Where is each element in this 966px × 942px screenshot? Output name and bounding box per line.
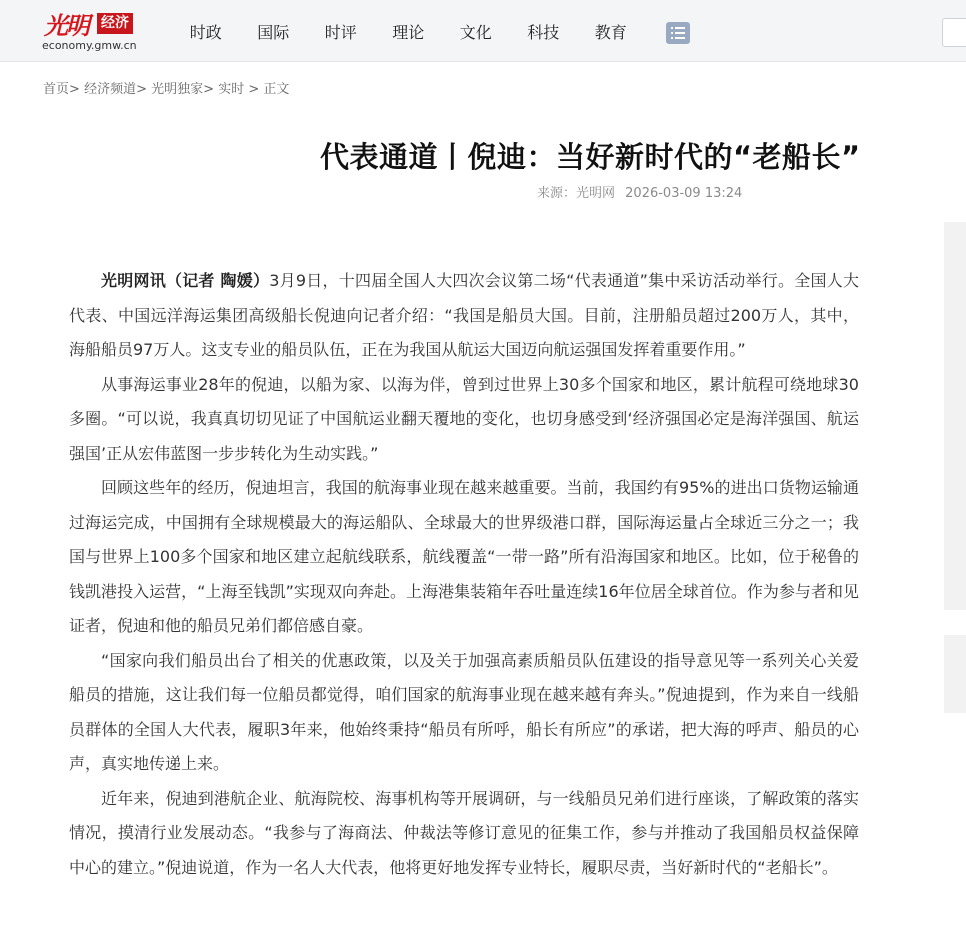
logo-wordmark: 光明 — [44, 11, 88, 40]
menu-list-icon[interactable] — [666, 22, 690, 44]
nav-item-commentary[interactable]: 时评 — [324, 22, 357, 42]
top-navigation-bar — [0, 0, 966, 62]
article-paragraph-text: 3月9日，十四届全国人大四次会议第二场“代表通道”集中采访活动举行。全国人大代表、中国远洋海运集团高级船长倪迪向记者介绍：“我国是船员大国。目前，注册船员超过200万人，其中，海船船员97万人。这支专业的船员队伍，正在为我国从航运大国迈向航运强国发挥着重要作用。” — [69, 271, 859, 359]
article-paragraph: 近年来，倪迪到港航企业、航海院校、海事机构等开展调研，与一线船员兄弟们进行座谈，了解政策的落实情况，摸清行业发展动态。“我参与了海商法、仲裁法等修订意见的征集工作，参与并推动了我国船员权益保障中心的建立。”倪迪说道，作为一名人大代表，他将更好地发挥专业特长，履职尽责，当好新时代的“老船长”。 — [69, 788, 859, 877]
nav-item-international[interactable]: 国际 — [257, 22, 290, 42]
article-date: 2026-03-09 13:24 — [625, 186, 743, 201]
article-title: 代表通道丨倪迪：当好新时代的“老船长” — [320, 140, 861, 175]
breadcrumb-realtime[interactable]: 实时 — [218, 82, 245, 97]
nav-item-theory[interactable]: 理论 — [392, 22, 425, 42]
article-paragraph — [69, 264, 859, 368]
breadcrumb-separator: > — [244, 82, 264, 97]
nav-item-politics[interactable]: 时政 — [189, 22, 222, 42]
article-meta — [537, 182, 748, 201]
breadcrumb-separator: > — [203, 82, 215, 97]
nav-item-technology[interactable]: 科技 — [527, 22, 560, 42]
logo-channel-badge: 经济 — [97, 13, 133, 34]
breadcrumb-separator: > — [69, 82, 80, 97]
nav-item-culture[interactable]: 文化 — [459, 22, 492, 42]
main-nav — [172, 0, 645, 62]
breadcrumb-economy-channel[interactable]: 经济频道 — [84, 82, 137, 97]
article-lead-byline: 光明网讯（记者 陶媛） — [101, 271, 270, 290]
article-body — [69, 264, 859, 885]
site-logo[interactable] — [40, 6, 150, 56]
article-paragraph: “国家向我们船员出台了相关的优惠政策，以及关于加强高素质船员队伍建设的指导意见等一系列关心关爱船员的措施，这让我们每一位船员都觉得，咱们国家的航海事业现在越来越有奔头。”倪迪提到，作为来自一线船员群体的全国人大代表，履职3年来，他始终秉持“船员有所呼，船长有所应”的承诺，把大海的呼声、船员的心声，真实地传递上来。 — [69, 650, 859, 773]
search-input[interactable] — [942, 18, 966, 47]
breadcrumb-current: 正文 — [263, 82, 290, 97]
logo-url-text: economy.gmw.cn — [42, 39, 137, 52]
breadcrumb — [43, 78, 289, 97]
article-source: 来源：光明网 — [537, 186, 616, 201]
breadcrumb-guangming-exclusive[interactable]: 光明独家 — [151, 82, 204, 97]
article-paragraph: 从事海运事业28年的倪迪，以船为家、以海为伴，曾到过世界上30多个国家和地区，累计航程可绕地球30多圈。“可以说，我真真切切见证了中国航运业翻天覆地的变化，也切身感受到‘经济强国必定是海洋强国、航运强国’正从宏伟蓝图一步步转化为生动实践。” — [69, 374, 859, 463]
sidebar-panel — [944, 222, 966, 610]
sidebar-panel — [944, 635, 966, 713]
article-paragraph: 回顾这些年的经历，倪迪坦言，我国的航海事业现在越来越重要。当前，我国约有95%的进出口货物运输通过海运完成，中国拥有全球规模最大的海运船队、全球最大的世界级港口群，国际海运量占全球近三分之一；我国与世界上100多个国家和地区建立起航线联系，航线覆盖“一带一路”所有沿海国家和地区。比如，位于秘鲁的钱凯港投入运营，“上海至钱凯”实现双向奔赴。上海港集装箱年吞吐量连续16年位居全球首位。作为参与者和见证者，倪迪和他的船员兄弟们都倍感自豪。 — [69, 478, 859, 635]
nav-item-education[interactable]: 教育 — [594, 22, 627, 42]
breadcrumb-home[interactable]: 首页 — [43, 82, 70, 97]
breadcrumb-separator: > — [136, 82, 147, 97]
